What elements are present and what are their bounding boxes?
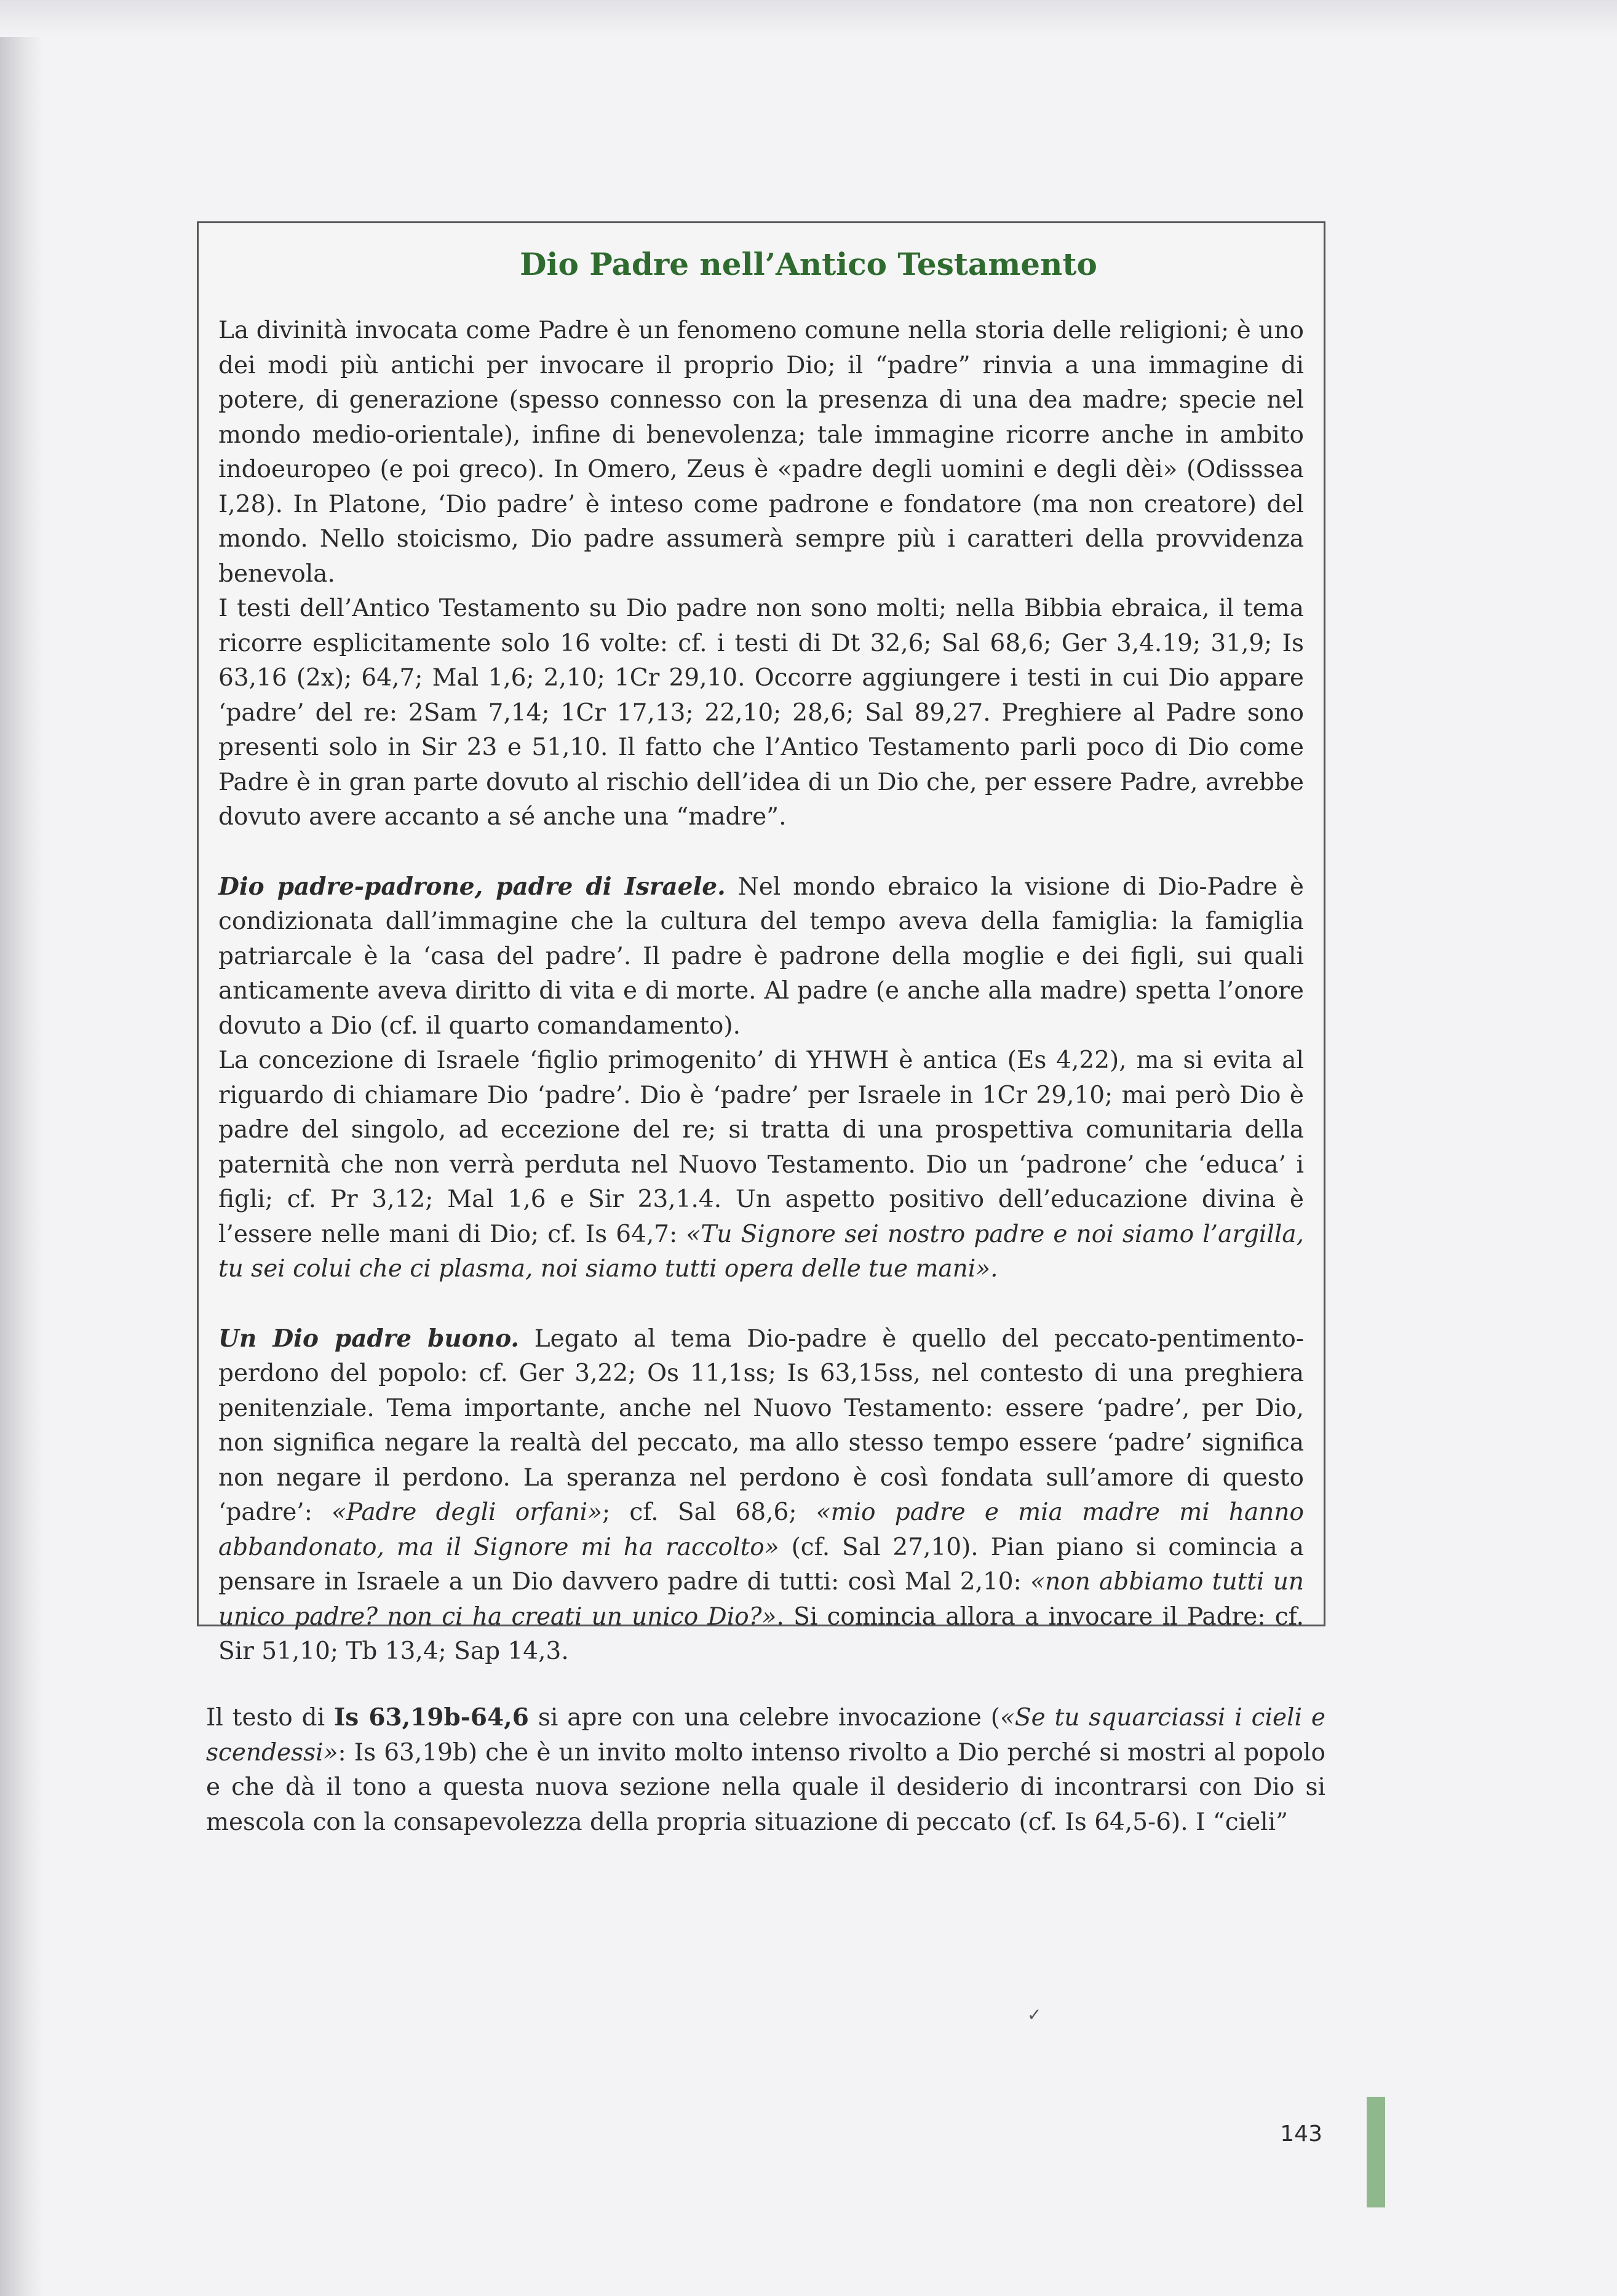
section-israele-paragraph-2 [218, 1043, 1304, 1287]
box-body [218, 314, 1304, 1669]
quote-sal-27-10: «mio padre e mia madre mi hanno abbandonato, ma il Signore mi ha raccolto» [218, 1498, 1304, 1561]
main-text-c: : Is 63,19b) che è un invito molto intenso rivolto a Dio perché si mostri al popolo e che dà il tono a questa nuova sezione nella quale il desiderio di incontrarsi con Dio si mescola con la consapevolezza della propria situazione di peccato (cf. Is 64,5-6). I “cieli” [206, 1738, 1325, 1836]
quote-padre-orfani: «Padre degli orfani» [332, 1498, 603, 1526]
section-israele-paragraph [218, 869, 1304, 1044]
page-edge-tab [1367, 2097, 1385, 2207]
section-heading-israele: Dio padre-padrone, padre di Israele. [218, 872, 726, 901]
box-title: Dio Padre nell’Antico Testamento [520, 246, 1097, 282]
section-israele-text: Nel mondo ebraico la visione di Dio-Padre è condizionata dall’immagine che la cultura del tempo aveva della famiglia: la famiglia patriarcale è la ‘casa del padre’. Il padre è padrone della moglie e dei figli, sui quali anticamente aveva diritto di vita e di morte. Al padre (e anche alla madre) spetta l’onore dovuto a Dio (cf. il quarto comandamento). [218, 873, 1304, 1040]
section-buono-paragraph [218, 1321, 1304, 1669]
section-israele-text-2: La concezione di Israele ‘figlio primogenito’ di YHWH è antica (Es 4,22), ma si evita al riguardo di chiamare Dio ‘padre’. Dio è ‘padre’ per Israele in 1Cr 29,10; mai però Dio è padre del singolo, ad eccezione del re; si tratta di una prospettiva comunitaria della paternità che non verrà perduta nel Nuovo Testamento. Dio un ‘padrone’ che ‘educa’ i figli; cf. Pr 3,12; Mal 1,6 e Sir 23,1.4. Un aspetto positivo dell’educazione divina è l’essere nelle mani di Dio; cf. Is 64,7: [218, 1047, 1304, 1248]
main-text-b: si apre con una celebre invocazione ( [528, 1704, 1000, 1732]
stray-mark: ✓ [1027, 2005, 1042, 2025]
quote-mal-2-10: «non abbiamo tutti un unico padre? non ci ha creati un unico Dio?» [218, 1568, 1304, 1631]
intro-paragraph-1: La divinità invocata come Padre è un fenomeno comune nella storia delle religioni; è uno dei modi più antichi per invocare il proprio Dio; il “padre” rinvia a una immagine di potere, di generazione (spesso connesso con la presenza di una dea madre; specie nel mondo medio-orientale), infine di benevolenza; tale immagine ricorre anche in ambito indoeuropeo (e poi greco). In Omero, Zeus è «padre degli uomini e degli dèi» (Odisssea I,28). In Platone, ‘Dio padre’ è inteso come padrone e fondatore (ma non creatore) del mondo. Nello stoicismo, Dio padre assumerà sempre più i caratteri della provvidenza benevola. [218, 317, 1304, 588]
section-heading-buono: Un Dio padre buono. [218, 1324, 519, 1353]
scan-shadow-top [0, 0, 1617, 37]
quote-is-64-7: «Tu Signore sei nostro padre e noi siamo l’argilla, tu sei colui che ci plasma, noi siamo tutti opera delle tue mani». [218, 1220, 1304, 1283]
intro-paragraph-2: I testi dell’Antico Testamento su Dio padre non sono molti; nella Bibbia ebraica, il tema ricorre esplicitamente solo 16 volte: cf. i testi di Dt 32,6; Sal 68,6; Ger 3,4.19; 31,9; Is 63,16 (2x); 64,7; Mal 1,6; 2,10; 1Cr 29,10. Occorre aggiungere i testi in cui Dio appare ‘padre’ del re: 2Sam 7,14; 1Cr 17,13; 22,10; 28,6; Sal 89,27. Preghiere al Padre sono presenti solo in Sir 23 e 51,10. Il fatto che l’Antico Testamento parli poco di Dio come Padre è in gran parte dovuto al rischio dell’idea di un Dio che, per essere Padre, avrebbe dovuto avere accanto a sé anche una “madre”. [218, 595, 1304, 831]
scan-shadow-left [0, 0, 43, 2296]
page-number: 143 [1280, 2121, 1322, 2147]
section-buono-text-d: . Si comincia allora a invocare il Padre: cf. Sir 51,10; Tb 13,4; Sap 14,3. [218, 1602, 1304, 1665]
main-text-a: Il testo di [206, 1704, 335, 1732]
section-buono-text-c: (cf. Sal 27,10). Pian piano si comincia a pensare in Israele a un Dio davvero padre di tutti: così Mal 2,10: [218, 1533, 1305, 1596]
section-buono-text-a: Legato al tema Dio-padre è quello del peccato-pentimento-perdono del popolo: cf. Ger 3,22; Os 11,1ss; Is 63,15ss, nel contesto di una preghiera penitenziale. Tema importante, anche nel Nuovo Testamento: essere ‘padre’, per Dio, non significa negare la realtà del peccato, ma allo stesso tempo essere ‘padre’ significa non negare il perdono. La speranza nel perdono è così fondata sull’amore di questo ‘padre’: [218, 1324, 1304, 1526]
main-reference: Is 63,19b-64,6 [334, 1703, 529, 1732]
main-quote: «Se tu squarciassi i cieli e scendessi» [206, 1704, 1325, 1767]
section-buono-text-b: ; cf. Sal 68,6; [602, 1498, 816, 1526]
main-paragraph [206, 1700, 1325, 1840]
